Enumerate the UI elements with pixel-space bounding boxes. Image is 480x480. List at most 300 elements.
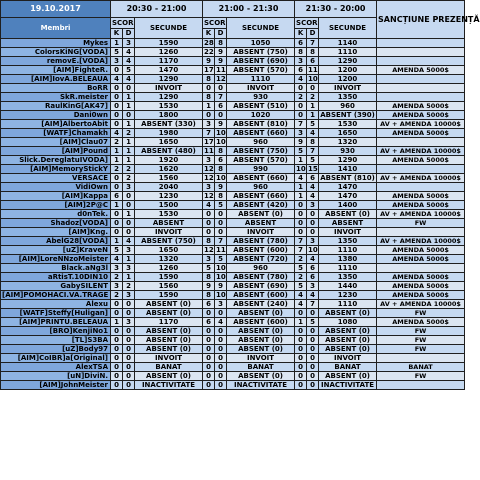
session-3-kills: 0 xyxy=(295,210,307,219)
session-2-seconds: ABSENT (690) xyxy=(227,57,295,66)
session-1-deaths: 3 xyxy=(123,39,135,48)
session-3-seconds: 1110 xyxy=(319,48,377,57)
session-1-deaths: 3 xyxy=(123,183,135,192)
session-1-deaths: 0 xyxy=(123,327,135,336)
session-3-d-header: D xyxy=(307,29,319,39)
session-3-kills: 2 xyxy=(295,93,307,102)
session-1-kills: 1 xyxy=(111,39,123,48)
table-row xyxy=(1,111,465,120)
session-2-kills: 0 xyxy=(203,372,215,381)
session-2-seconds: ABSENT (810) xyxy=(227,120,295,129)
sanction-cell: FW xyxy=(377,309,465,318)
session-2-kills: 0 xyxy=(203,363,215,372)
sanction-cell: FW xyxy=(377,345,465,354)
session-2-kills: 0 xyxy=(203,309,215,318)
member-name: [AIM]PRINTU.BELEAUA xyxy=(1,318,111,327)
session-2-seconds: ABSENT (750) xyxy=(227,48,295,57)
session-3-seconds: 1470 xyxy=(319,192,377,201)
session-2-deaths: 9 xyxy=(215,120,227,129)
session-3-kills: 4 xyxy=(295,300,307,309)
session-2-kills: 3 xyxy=(203,255,215,264)
session-3-seconds: 1230 xyxy=(319,291,377,300)
session-3-seconds: 1290 xyxy=(319,57,377,66)
session-3-kills: 4 xyxy=(295,291,307,300)
session-2-kills: 7 xyxy=(203,129,215,138)
member-name: SkR.meister xyxy=(1,93,111,102)
member-name: Shadoz[VODA] xyxy=(1,219,111,228)
session-3-kills: 1 xyxy=(295,318,307,327)
session-1-seconds: 1260 xyxy=(135,48,203,57)
table-row xyxy=(1,138,465,147)
member-name: Mykes xyxy=(1,39,111,48)
session-3-deaths: 1 xyxy=(307,111,319,120)
session-3-seconds: 1530 xyxy=(319,120,377,129)
session-1-seconds: ABSENT (0) xyxy=(135,300,203,309)
table-row xyxy=(1,39,465,48)
sanction-cell xyxy=(377,264,465,273)
session-2-deaths: 6 xyxy=(215,102,227,111)
session-3-score-header: SCOR xyxy=(296,19,318,27)
session-2-kills: 8 xyxy=(203,291,215,300)
table-row xyxy=(1,192,465,201)
sanction-cell: AMENDA 5000$ xyxy=(377,102,465,111)
session-1-kills: 1 xyxy=(111,156,123,165)
session-2-kills: 0 xyxy=(203,210,215,219)
session-3-kills: 0 xyxy=(295,354,307,363)
table-row xyxy=(1,93,465,102)
session-2-deaths: 10 xyxy=(216,264,226,272)
session-3-deaths: 7 xyxy=(307,300,319,309)
session-1-kills: 0 xyxy=(111,336,123,345)
session-1-seconds: 1590 xyxy=(135,291,203,300)
session-2-deaths: 0 xyxy=(215,210,227,219)
session-1-seconds: 1980 xyxy=(135,129,203,138)
session-1-seconds: 1650 xyxy=(135,138,203,147)
session-3-kills: 0 xyxy=(295,336,307,345)
session-1-kills: 0 xyxy=(111,228,123,237)
session-3-seconds: 1440 xyxy=(319,282,377,291)
member-name: [uZ]Body97 xyxy=(1,345,111,354)
table-row xyxy=(1,354,465,363)
member-name: [AIM]AlbertoAbit xyxy=(1,120,111,129)
session-3-kills: 0 xyxy=(295,309,307,318)
session-2-kills: 12 xyxy=(204,192,214,200)
session-3-deaths: 0 xyxy=(307,84,319,93)
session-1-deaths: 0 xyxy=(123,219,135,228)
session-3-deaths: 6 xyxy=(307,273,319,282)
session-2-kills: 0 xyxy=(203,84,215,93)
member-name: AbelG28[VODA] xyxy=(1,237,111,246)
session-1-deaths: 4 xyxy=(123,75,135,84)
sanction-cell: FW xyxy=(377,336,465,345)
session-1-deaths: 0 xyxy=(123,381,135,390)
session-3-seconds: 1290 xyxy=(319,156,377,165)
session-3-time: 21:30 - 20:00 xyxy=(295,1,377,18)
session-1-seconds: ABSENT (750) xyxy=(135,237,203,246)
member-name: [AIM]Clau07 xyxy=(1,138,111,147)
session-2-seconds: INVOIT xyxy=(227,228,295,237)
session-3-seconds: 1110 xyxy=(319,246,377,255)
session-2-deaths: 10 xyxy=(216,129,226,137)
table-row xyxy=(1,264,465,273)
session-3-kills: 6 xyxy=(295,66,307,75)
member-name: [AIM]MemoryStickY xyxy=(1,165,111,174)
session-1-kills: 1 xyxy=(111,318,123,327)
sanction-cell xyxy=(377,381,465,390)
session-2-seconds: ABSENT (780) xyxy=(227,273,295,282)
session-1-deaths: 1 xyxy=(123,120,135,129)
session-3-deaths: 5 xyxy=(307,120,319,129)
session-1-kills: 4 xyxy=(111,129,123,138)
session-1-kills: 0 xyxy=(111,327,123,336)
session-3-seconds: ABSENT (0) xyxy=(319,372,377,381)
sanction-cell: FW xyxy=(377,219,465,228)
session-1-deaths: 3 xyxy=(123,318,135,327)
table-row xyxy=(1,120,465,129)
table-row xyxy=(1,75,465,84)
member-name: [AIM]JohnMeister xyxy=(1,381,111,390)
table-row xyxy=(1,84,465,93)
member-name: Slick.DereglatuIVODA] xyxy=(1,156,111,165)
session-1-deaths: 1 xyxy=(123,210,135,219)
session-2-seconds: 960 xyxy=(227,138,295,147)
sanction-cell: AMENDA 5000$ xyxy=(377,246,465,255)
session-1-kills: 0 xyxy=(111,309,123,318)
table-row xyxy=(1,336,465,345)
session-1-deaths: 3 xyxy=(123,264,135,273)
session-2-seconds: ABSENT (0) xyxy=(227,336,295,345)
session-1-seconds: ABSENT (0) xyxy=(135,309,203,318)
session-1-kills: 0 xyxy=(111,183,123,192)
session-3-deaths: 10 xyxy=(308,246,318,254)
session-1-k-header: K xyxy=(111,29,123,39)
session-1-deaths: 0 xyxy=(123,201,135,210)
sanction-cell: AMENDA 5000$ xyxy=(377,282,465,291)
session-2-kills: 1 xyxy=(203,102,215,111)
session-2-kills: 12 xyxy=(204,174,214,182)
session-1-seconds: ABSENT (330) xyxy=(135,120,203,129)
sanction-cell xyxy=(377,93,465,102)
session-3-kills: 0 xyxy=(295,219,307,228)
session-2-seconds: ABSENT (660) xyxy=(227,129,295,138)
session-1-deaths: 1 xyxy=(123,156,135,165)
session-2-deaths: 9 xyxy=(215,57,227,66)
session-2-kills: 12 xyxy=(204,246,214,254)
session-1-deaths: 5 xyxy=(123,66,135,75)
session-3-deaths: 6 xyxy=(307,264,319,273)
sanction-cell: AV + AMENDA 10000$ xyxy=(377,237,465,246)
session-1-seconds: 2040 xyxy=(135,183,203,192)
session-3-kills: 9 xyxy=(295,138,307,147)
session-3-deaths: 2 xyxy=(307,93,319,102)
session-3-kills: 2 xyxy=(295,273,307,282)
session-1-kills: 0 xyxy=(111,66,123,75)
sanction-cell: AMENDA 5000$ xyxy=(377,255,465,264)
session-2-deaths: 8 xyxy=(215,147,227,156)
session-1-deaths: 3 xyxy=(123,291,135,300)
session-2-kills: 0 xyxy=(203,354,215,363)
sanction-cell: AMENDA 5000$ xyxy=(377,156,465,165)
session-2-deaths: 0 xyxy=(215,309,227,318)
table-row xyxy=(1,273,465,282)
session-3-seconds: 1380 xyxy=(319,255,377,264)
session-1-seconds: 1590 xyxy=(135,273,203,282)
member-name: [AIM]Kappa xyxy=(1,192,111,201)
session-1-seconds: 1470 xyxy=(135,66,203,75)
session-3-kills: 0 xyxy=(295,327,307,336)
table-row xyxy=(1,228,465,237)
session-2-deaths: 0 xyxy=(215,336,227,345)
session-3-kills: 1 xyxy=(295,156,307,165)
session-3-kills: 0 xyxy=(295,345,307,354)
session-1-deaths: 0 xyxy=(123,228,135,237)
session-3-seconds: ABSENT (0) xyxy=(319,327,377,336)
sanction-cell xyxy=(377,183,465,192)
member-name: Black.aNg3l xyxy=(1,264,111,273)
session-3-kills: 8 xyxy=(295,48,307,57)
table-row xyxy=(1,156,465,165)
session-1-seconds: INVOIT xyxy=(135,84,203,93)
session-2-seconds: ABSENT (0) xyxy=(227,210,295,219)
session-2-deaths: 5 xyxy=(215,255,227,264)
session-3-deaths: 0 xyxy=(307,354,319,363)
session-3-kills: 5 xyxy=(295,264,307,273)
session-2-time: 21:00 - 21:30 xyxy=(203,1,295,18)
session-1-seconds: 1290 xyxy=(135,93,203,102)
session-1-score-header: SCOR xyxy=(112,19,134,27)
session-3-deaths: 3 xyxy=(307,237,319,246)
session-3-deaths: 10 xyxy=(308,75,318,83)
session-1-deaths: 0 xyxy=(123,345,135,354)
session-2-deaths: 0 xyxy=(215,381,227,390)
sanction-cell xyxy=(377,228,465,237)
member-name: Dani0wn xyxy=(1,111,111,120)
member-name: BoRR xyxy=(1,84,111,93)
table-row xyxy=(1,300,465,309)
session-3-kills: 2 xyxy=(295,255,307,264)
member-name: [BRO]KenjiNo1 xyxy=(1,327,111,336)
session-2-seconds: INACTIVITATE xyxy=(227,381,295,390)
session-3-deaths: 6 xyxy=(307,174,319,183)
session-1-seconds: 1560 xyxy=(135,282,203,291)
member-name: [AIM]Pound xyxy=(1,147,111,156)
sanction-cell: AV + AMENDA 10000$ xyxy=(377,120,465,129)
session-3-kills: 7 xyxy=(295,237,307,246)
session-1-kills: 3 xyxy=(111,57,123,66)
session-2-deaths: 8 xyxy=(215,39,227,48)
table-row xyxy=(1,201,465,210)
session-2-seconds: ABSENT (660) xyxy=(227,174,295,183)
session-3-deaths: 4 xyxy=(307,129,319,138)
session-1-seconds: 1650 xyxy=(135,246,203,255)
session-3-kills: 6 xyxy=(295,39,307,48)
session-1-kills: 1 xyxy=(111,237,123,246)
member-name: [AIM]IovA.BELEAUA xyxy=(1,75,111,84)
session-2-deaths: 0 xyxy=(215,372,227,381)
session-3-deaths: 8 xyxy=(307,48,319,57)
session-2-seconds: ABSENT (570) xyxy=(227,156,295,165)
session-3-seconds: INVOIT xyxy=(319,84,377,93)
session-1-kills: 0 xyxy=(111,120,123,129)
session-1-kills: 1 xyxy=(111,147,123,156)
session-3-deaths: 7 xyxy=(307,147,319,156)
member-name: [WATF]Steffy[Huligan] xyxy=(1,309,111,318)
session-1-seconds-header: SECUNDE xyxy=(135,18,203,39)
session-2-kills: 0 xyxy=(203,381,215,390)
session-2-deaths: 9 xyxy=(215,282,227,291)
session-2-deaths: 10 xyxy=(216,174,226,182)
session-2-seconds: INVOIT xyxy=(227,354,295,363)
session-3-seconds: 1470 xyxy=(319,183,377,192)
session-2-seconds: BANAT xyxy=(227,363,295,372)
session-2-seconds: ABSENT (240) xyxy=(227,300,295,309)
session-3-kills: 1 xyxy=(295,183,307,192)
session-3-kills: 7 xyxy=(295,246,307,255)
session-2-kills: 6 xyxy=(203,318,215,327)
session-1-seconds: 1920 xyxy=(135,156,203,165)
session-3-kills: 7 xyxy=(295,120,307,129)
session-3-seconds: 1400 xyxy=(319,201,377,210)
member-name: [AIM]POMOHACI.VA.TRAGE xyxy=(1,291,111,300)
session-3-seconds: 1200 xyxy=(319,66,377,75)
session-2-kills: 5 xyxy=(203,264,215,273)
session-3-kills: 3 xyxy=(295,57,307,66)
sanction-cell xyxy=(377,75,465,84)
session-1-deaths: 4 xyxy=(123,48,135,57)
session-1-deaths: 0 xyxy=(123,192,135,201)
session-3-deaths: 0 xyxy=(307,381,319,390)
session-2-deaths: 11 xyxy=(216,66,226,74)
members-header: Membri xyxy=(1,18,111,39)
sanction-cell: FW xyxy=(377,372,465,381)
session-2-seconds: ABSENT xyxy=(227,219,295,228)
session-1-d-header: D xyxy=(123,29,135,39)
table-row xyxy=(1,345,465,354)
table-row xyxy=(1,210,465,219)
session-1-kills: 6 xyxy=(111,192,123,201)
session-1-seconds: BANAT xyxy=(135,363,203,372)
sanction-cell xyxy=(377,57,465,66)
session-3-seconds: 1320 xyxy=(319,138,377,147)
session-2-kills: 28 xyxy=(204,39,214,47)
session-1-seconds: ABSENT (0) xyxy=(135,345,203,354)
session-1-deaths: 0 xyxy=(123,372,135,381)
session-2-kills: 3 xyxy=(203,156,215,165)
session-3-deaths: 4 xyxy=(307,255,319,264)
session-3-kills: 0 xyxy=(295,363,307,372)
session-2-seconds: ABSENT (420) xyxy=(227,201,295,210)
session-1-seconds: 1170 xyxy=(135,318,203,327)
session-2-kills: 17 xyxy=(204,66,214,74)
session-1-deaths: 1 xyxy=(123,147,135,156)
session-2-kills: 12 xyxy=(204,165,214,173)
session-3-seconds: 930 xyxy=(319,147,377,156)
session-1-deaths: 4 xyxy=(123,57,135,66)
session-1-deaths: 0 xyxy=(123,111,135,120)
session-2-kills: 0 xyxy=(203,219,215,228)
session-1-deaths: 4 xyxy=(123,237,135,246)
session-1-deaths: 1 xyxy=(123,93,135,102)
sanction-cell: AMENDA 5000$ xyxy=(377,201,465,210)
session-1-deaths: 1 xyxy=(123,273,135,282)
session-3-seconds: 1200 xyxy=(319,75,377,84)
session-2-seconds: ABSENT (510) xyxy=(227,102,295,111)
member-name: AlexTSA xyxy=(1,363,111,372)
session-2-kills: 3 xyxy=(203,120,215,129)
session-1-seconds: 1320 xyxy=(135,255,203,264)
member-name: GabySILENT xyxy=(1,282,111,291)
session-3-kills: 0 xyxy=(295,111,307,120)
table-row xyxy=(1,183,465,192)
session-2-deaths: 3 xyxy=(215,300,227,309)
session-2-kills: 8 xyxy=(203,93,215,102)
session-2-deaths: 0 xyxy=(215,345,227,354)
session-1-kills: 4 xyxy=(111,75,123,84)
session-1-kills: 0 xyxy=(111,381,123,390)
session-3-kills: 0 xyxy=(295,84,307,93)
session-3-deaths: 6 xyxy=(307,57,319,66)
session-2-kills: 8 xyxy=(203,273,215,282)
session-1-kills: 2 xyxy=(111,273,123,282)
sanction-cell xyxy=(377,48,465,57)
session-2-seconds: ABSENT (690) xyxy=(227,282,295,291)
session-1-kills: 0 xyxy=(111,102,123,111)
session-3-deaths: 0 xyxy=(307,372,319,381)
session-3-seconds: INACTIVITATE xyxy=(319,381,377,390)
sanction-cell: AMENDA 5000$ xyxy=(377,291,465,300)
table-row xyxy=(1,48,465,57)
sanction-cell xyxy=(377,138,465,147)
session-1-seconds: ABSENT (0) xyxy=(135,372,203,381)
session-2-deaths: 8 xyxy=(215,192,227,201)
session-1-kills: 0 xyxy=(111,219,123,228)
member-name: d0nTek. xyxy=(1,210,111,219)
table-row xyxy=(1,129,465,138)
sanction-cell: AMENDA 5000$ xyxy=(377,192,465,201)
member-name: [WATF]Chamakh xyxy=(1,129,111,138)
session-2-kills: 8 xyxy=(203,75,215,84)
session-3-deaths: 0 xyxy=(307,309,319,318)
session-2-deaths: 0 xyxy=(215,219,227,228)
session-3-seconds: 1350 xyxy=(319,237,377,246)
table-row xyxy=(1,66,465,75)
session-3-deaths: 1 xyxy=(307,102,319,111)
session-2-deaths: 5 xyxy=(215,201,227,210)
session-2-d-header: D xyxy=(215,29,227,39)
session-3-seconds: 960 xyxy=(319,102,377,111)
session-3-deaths: 4 xyxy=(307,183,319,192)
session-2-seconds: ABSENT (660) xyxy=(227,192,295,201)
session-3-seconds: ABSENT (0) xyxy=(319,336,377,345)
session-2-deaths: 0 xyxy=(215,327,227,336)
table-row xyxy=(1,246,465,255)
session-2-seconds: 960 xyxy=(227,264,295,273)
session-2-deaths: 0 xyxy=(215,111,227,120)
session-3-deaths: 4 xyxy=(307,291,319,300)
sanction-cell xyxy=(377,39,465,48)
session-2-deaths: 12 xyxy=(216,75,226,83)
session-1-seconds: ABSENT (0) xyxy=(135,336,203,345)
session-3-kills: 0 xyxy=(295,102,307,111)
session-1-seconds: 1530 xyxy=(135,102,203,111)
session-2-k-header: K xyxy=(203,29,215,39)
session-2-seconds: INVOIT xyxy=(227,84,295,93)
session-2-kills: 0 xyxy=(203,327,215,336)
session-1-kills: 0 xyxy=(111,84,123,93)
session-1-kills: 4 xyxy=(111,255,123,264)
session-1-kills: 5 xyxy=(111,246,123,255)
session-2-deaths: 10 xyxy=(216,273,226,281)
